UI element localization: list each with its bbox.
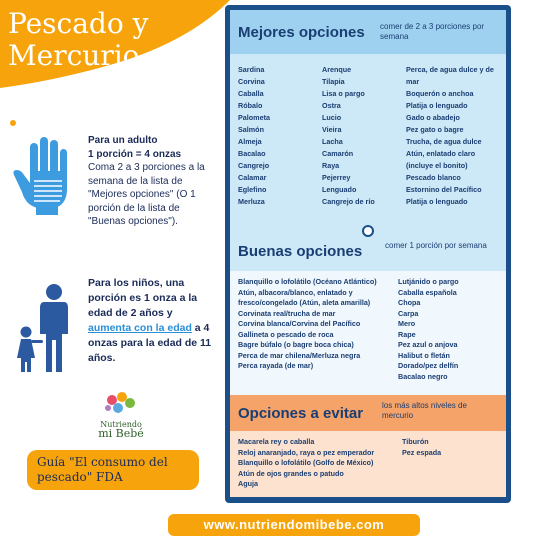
logo-text [86,420,156,438]
good-options-header [230,231,506,271]
fish-item: Reloj anaranjado, raya o pez emperador [238,447,375,457]
good-options-col-2 [398,277,498,382]
avoid-options-heading: Opciones a evitar [238,405,364,422]
fish-item: Bagre búfalo (o bagre boca chica) [238,340,354,349]
fish-item: Bacalao [238,149,266,158]
fish-item: Almeja [238,137,262,146]
adult-portion: 1 porción = 4 onzas [88,148,182,160]
fish-item: Ostra [322,101,341,110]
title-line-2: Mercurio [8,39,140,72]
fish-item: Lisa o pargo [322,89,365,98]
fish-item: Perca de mar chilena/Merluza negra [238,350,361,360]
fish-item: Pescado blanco [406,173,461,182]
fish-item: Pez espada [402,447,442,457]
good-options-subheading: comer 1 porción por semana [385,241,487,250]
avoid-options-list [230,431,506,497]
fish-item: Platija o lenguado [406,101,468,110]
adult-heading: Para un adulto [88,135,158,146]
child-portion-info [88,276,218,366]
guide-reference: Guía "El consumo del pescado" FDA [27,450,199,490]
fish-item: Tilapia [322,77,345,86]
fish-item: Estornino del Pacífico [406,185,482,194]
good-options-list [230,271,506,395]
fish-item: Lutjánido o pargo [398,277,459,286]
fish-item: Cangrejo [238,161,270,170]
fish-item: Lucio [322,113,342,122]
age-link[interactable]: aumenta con la edad [88,322,192,334]
fish-item: Salmón [238,125,264,134]
fish-item: Cangrejo de río [322,197,375,206]
fish-item: Atún de ojos grandes o patudo [238,468,344,478]
page-title [8,8,218,72]
fish-item: Boquerón o anchoa [406,89,474,98]
best-options-heading: Mejores opciones [238,24,365,41]
fish-item: Gallineta o pescado de roca [238,329,334,339]
fish-item: Corvina blanca/Corvina del Pacífico [238,319,361,328]
fish-options-panel [225,5,511,503]
fish-item: Pez gato o bagre [406,125,464,134]
fish-item: Dorado/pez delfín [398,361,459,370]
fish-item: Perca rayada (de mar) [238,361,314,370]
fish-item: Pez azul o anjova [398,340,458,349]
fish-item: Caballa española [398,287,457,297]
child-text-after: a 4 onzas para la edad de 11 años. [88,322,212,364]
fish-item: Róbalo [238,101,263,110]
best-options-col-1 [238,64,270,208]
fish-item: Gado o abadejo [406,113,460,122]
fish-item: Mero [398,319,416,328]
fish-item: Blanquillo o lofolátilo (Golfo de México) [238,458,374,467]
fish-item: Halibut o fletán [398,350,450,360]
fish-item: Caballa [238,89,264,98]
title-line-1: Pescado y [8,7,149,40]
fish-item: Eglefino [238,185,267,194]
fish-item: Vieira [322,125,342,134]
fish-item: Platija o lenguado [406,197,468,206]
avoid-options-col-2 [402,437,492,458]
fish-item: Pejerrey [322,173,351,182]
logo-line-2: mi Bebé [98,427,144,440]
fish-item: Palometa [238,113,270,122]
child-text-before: Para los niños, una porción es 1 onza a la edad de 2 años y [88,277,198,319]
fish-item: Tiburón [402,437,429,446]
fish-item: Calamar [238,173,267,182]
good-options-col-1 [238,277,388,372]
fish-item: Trucha, de agua dulce [406,137,482,146]
logo-line-1: Nutriendo [100,420,142,429]
best-options-col-2 [322,64,375,208]
fish-item: Macarela rey o caballa [238,437,315,446]
best-options-list [230,54,506,231]
section-divider-icon [362,225,374,237]
fish-item: Corvina [238,77,265,86]
adult-body: Coma 2 a 3 porciones a la semana de la lista de "Mejores opciones" (O 1 porción de la lista de "Buenas opciones"). [88,162,205,227]
fish-item: Corvinata real/trucha de mar [238,308,336,318]
decorative-dot [10,120,16,126]
fish-item: Blanquillo o lofolátilo (Océano Atlántico) [238,277,377,286]
fish-item: Aguja [238,479,258,488]
best-options-header [230,10,506,54]
best-options-col-3 [406,64,502,208]
avoid-options-subheading: los más altos niveles de mercurio [382,401,467,420]
fish-item: Perca, de agua dulce y de mar [406,65,494,86]
fish-item: Atún, enlatado claro (incluye el bonito) [406,149,476,170]
good-options-heading: Buenas opciones [238,243,363,260]
fish-item: Raya [322,161,340,170]
website-link[interactable]: www.nutriendomibebe.com [168,514,420,536]
best-options-subheading: comer de 2 a 3 porciones por semana [380,22,485,41]
fish-item: Sardina [238,65,265,74]
fish-item: Lacha [322,137,343,146]
fish-item: Chopa [398,298,421,307]
adult-portion-info [88,134,218,229]
avoid-options-header [230,395,506,431]
fish-item: Bacalao negro [398,371,448,381]
fish-item: Arenque [322,65,352,74]
fish-item: Camarón [322,149,354,158]
hand-icon [12,137,78,215]
avoid-options-col-1 [238,437,398,490]
fish-item: Carpa [398,308,419,318]
fish-item: Merluza [238,197,265,206]
parent-child-icon [14,282,76,374]
fish-item: Atún, albacora/blanco, enlatado y fresco/congelado (Atún, aleta amarilla) [238,287,371,307]
fish-item: Lenguado [322,185,357,194]
fish-item: Rape [398,329,416,339]
